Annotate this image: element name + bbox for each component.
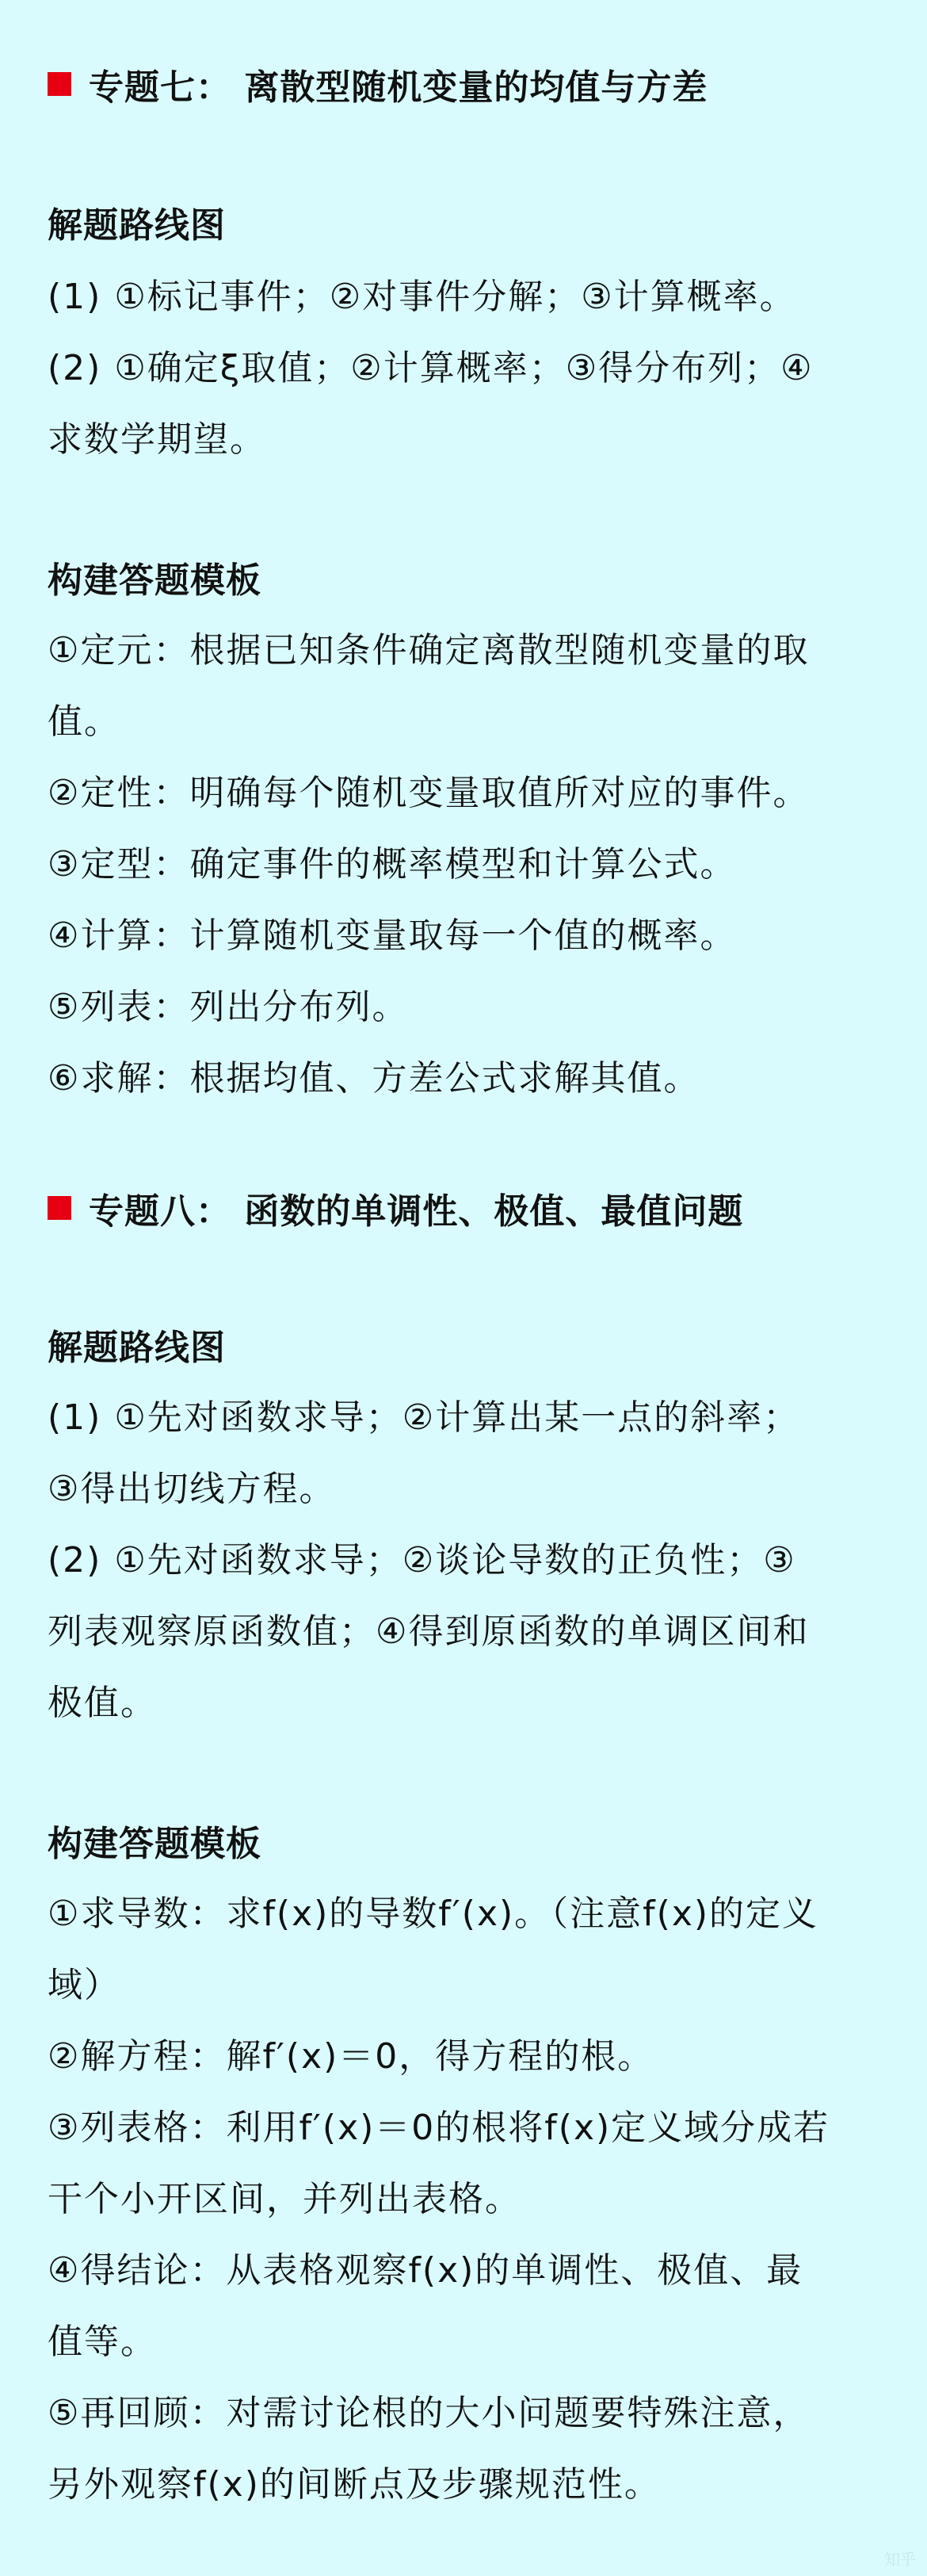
red-square-icon — [48, 1196, 71, 1220]
section8-template-line: ①求导数：求f(x)的导数f′(x)。（注意f(x)的定义 — [48, 1894, 819, 1934]
section7-template-heading: 构建答题模板 — [48, 560, 261, 601]
section7-template-line: 值。 — [48, 701, 120, 742]
section7-template-line: ②定性：明确每个随机变量取值所对应的事件。 — [48, 773, 810, 813]
section8-route-line: 列表观察原函数值；④得到原函数的单调区间和 — [48, 1611, 810, 1652]
section7-route-line: 求数学期望。 — [48, 419, 266, 460]
section8-template-line: ③列表格：利用f′(x)＝0的根将f(x)定义域分成若 — [48, 2108, 830, 2148]
section7-template-line: ④计算：计算随机变量取每一个值的概率。 — [48, 915, 737, 956]
section8-template-line: ④得结论：从表格观察f(x)的单调性、极值、最 — [48, 2250, 803, 2291]
section8-title-text: 专题八： 函数的单调性、极值、最值问题 — [89, 1191, 744, 1232]
watermark: 知乎 — [884, 2550, 916, 2569]
section8-template-line: 另外观察f(x)的间断点及步骤规范性。 — [48, 2464, 661, 2505]
section7-template-line: ⑤列表：列出分布列。 — [48, 987, 409, 1027]
section7-route-line: (1) ①标记事件；②对事件分解；③计算概率。 — [48, 277, 796, 317]
section7-template-line: ③定型：确定事件的概率模型和计算公式。 — [48, 844, 737, 885]
section8-title — [48, 1183, 743, 1233]
section8-template-line: 值等。 — [48, 2322, 157, 2362]
section7-route-line: (2) ①确定ξ取值；②计算概率；③得分布列；④ — [48, 348, 814, 388]
section8-template-line: ⑤再回顾：对需讨论根的大小问题要特殊注意， — [48, 2393, 810, 2433]
section8-route-heading: 解题路线图 — [48, 1328, 226, 1368]
section7-title — [48, 59, 708, 109]
section7-title-text: 专题七： 离散型随机变量的均值与方差 — [89, 67, 708, 108]
section8-template-heading: 构建答题模板 — [48, 1824, 261, 1864]
section8-template-line: ②解方程：解f′(x)＝0，得方程的根。 — [48, 2036, 654, 2077]
section8-route-line: (1) ①先对函数求导；②计算出某一点的斜率； — [48, 1397, 800, 1438]
section7-template-line: ⑥求解：根据均值、方差公式求解其值。 — [48, 1058, 700, 1099]
section8-route-line: 极值。 — [48, 1683, 157, 1723]
section7-route-heading: 解题路线图 — [48, 205, 226, 246]
red-square-icon — [48, 72, 71, 96]
section7-template-line: ①定元：根据已知条件确定离散型随机变量的取 — [48, 630, 810, 671]
section8-route-line: (2) ①先对函数求导；②谈论导数的正负性；③ — [48, 1540, 796, 1580]
section8-template-line: 干个小开区间，并列出表格。 — [48, 2179, 521, 2219]
section8-template-line: 域） — [48, 1965, 120, 2005]
section8-route-line: ③得出切线方程。 — [48, 1469, 336, 1509]
